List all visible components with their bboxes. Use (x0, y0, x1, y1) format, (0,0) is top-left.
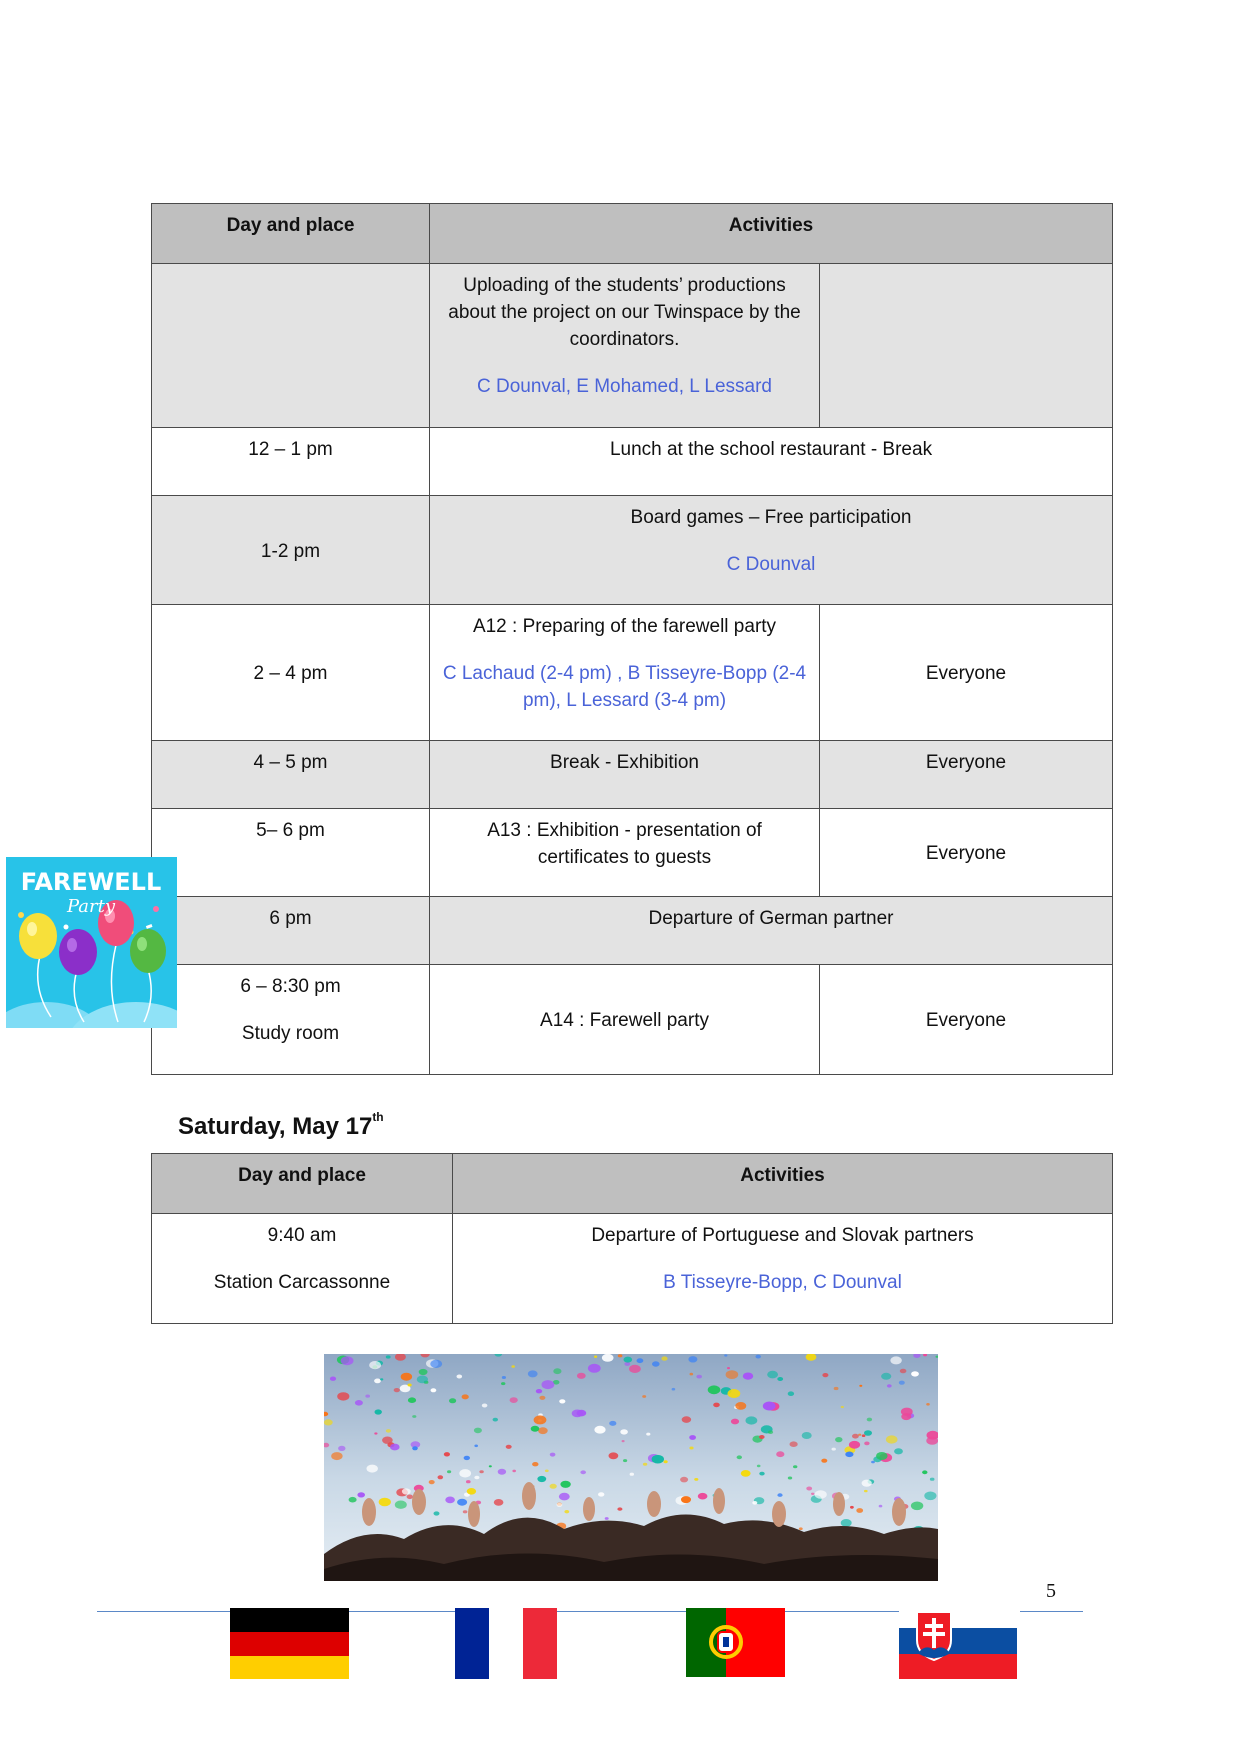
portugal-flag-icon (686, 1608, 785, 1677)
row-day: 2 – 4 pm (152, 605, 430, 741)
saturday-heading-text: Saturday, May 17 (178, 1113, 373, 1140)
row-day (152, 264, 430, 428)
header-activities: Activities (430, 204, 1113, 264)
party-text: Party (66, 896, 116, 917)
row-day: 12 – 1 pm (152, 428, 430, 496)
row-day (152, 965, 430, 1075)
row-day: 4 – 5 pm (152, 741, 430, 809)
activity-text: Board games – Free participation (630, 507, 912, 528)
germany-flag-svg (230, 1608, 349, 1679)
row-activity: Departure of German partner (430, 897, 1113, 965)
row-participants: Everyone (820, 809, 1113, 897)
table-row (152, 897, 1113, 965)
row-place: Study room (241, 1023, 340, 1044)
row-time: 9:40 am (267, 1225, 337, 1246)
row-day (152, 1214, 453, 1324)
section-heading-saturday (178, 1110, 384, 1141)
saturday-heading-sup: th (372, 1110, 384, 1124)
row-day: 5– 6 pm (152, 809, 430, 897)
table-row (152, 428, 1113, 496)
table-row (152, 965, 1113, 1075)
table-row (152, 741, 1113, 809)
staff-names: C Dounval (726, 554, 816, 575)
france-flag-icon (455, 1608, 557, 1679)
confetti-crowd-photo-svg (324, 1354, 938, 1581)
table-row (152, 264, 1113, 428)
footer-divider (1020, 1611, 1083, 1612)
page-number: 5 (1046, 1580, 1056, 1602)
row-participants: Everyone (820, 741, 1113, 809)
germany-flag-icon (230, 1608, 349, 1679)
slovakia-flag-icon (899, 1602, 1017, 1679)
portugal-flag-svg (686, 1608, 785, 1677)
staff-names: C Dounval, E Mohamed, L Lessard (476, 376, 772, 397)
header-day-and-place: Day and place (152, 204, 430, 264)
row-day: 6 pm (152, 897, 430, 965)
row-activity: A13 : Exhibition - presentation of certificates to guests (430, 809, 820, 897)
row-participants (820, 264, 1113, 428)
row-day: 1-2 pm (152, 496, 430, 605)
row-time: 6 – 8:30 pm (240, 976, 341, 997)
france-flag-svg (455, 1608, 557, 1679)
confetti-crowd-photo (324, 1354, 938, 1581)
table-row (152, 496, 1113, 605)
header-activities: Activities (453, 1154, 1113, 1214)
table-row (152, 605, 1113, 741)
table-header-row (152, 204, 1113, 264)
row-place: Station Carcassonne (213, 1272, 391, 1293)
row-activity (430, 264, 820, 428)
table-row (152, 809, 1113, 897)
header-day-and-place: Day and place (152, 1154, 453, 1214)
table-header-row (152, 1154, 1113, 1214)
row-activity: Break - Exhibition (430, 741, 820, 809)
slovakia-flag-svg (899, 1602, 1017, 1679)
staff-names: C Lachaud (2-4 pm) , B Tisseyre-Bopp (2-4 pm), L Lessard (3-4 pm) (442, 663, 807, 711)
farewell-text: FAREWELL (20, 868, 162, 896)
row-activity (430, 496, 1113, 605)
activity-text: Departure of Portuguese and Slovak partners (591, 1225, 974, 1246)
schedule-table-friday (151, 203, 1113, 1075)
table-row (152, 1214, 1113, 1324)
row-activity: A14 : Farewell party (430, 965, 820, 1075)
row-activity (453, 1214, 1113, 1324)
activity-text: Uploading of the students’ productions about the project on our Twinspace by the coordinators. (448, 275, 801, 350)
activity-text: A12 : Preparing of the farewell party (472, 616, 777, 637)
staff-names: B Tisseyre-Bopp, C Dounval (663, 1272, 902, 1293)
row-participants: Everyone (820, 605, 1113, 741)
row-participants: Everyone (820, 965, 1113, 1075)
row-activity: Lunch at the school restaurant - Break (430, 428, 1113, 496)
farewell-party-clipart-svg (6, 857, 177, 1028)
row-activity (430, 605, 820, 741)
farewell-party-clipart (6, 857, 177, 1028)
schedule-table-saturday (151, 1153, 1113, 1324)
